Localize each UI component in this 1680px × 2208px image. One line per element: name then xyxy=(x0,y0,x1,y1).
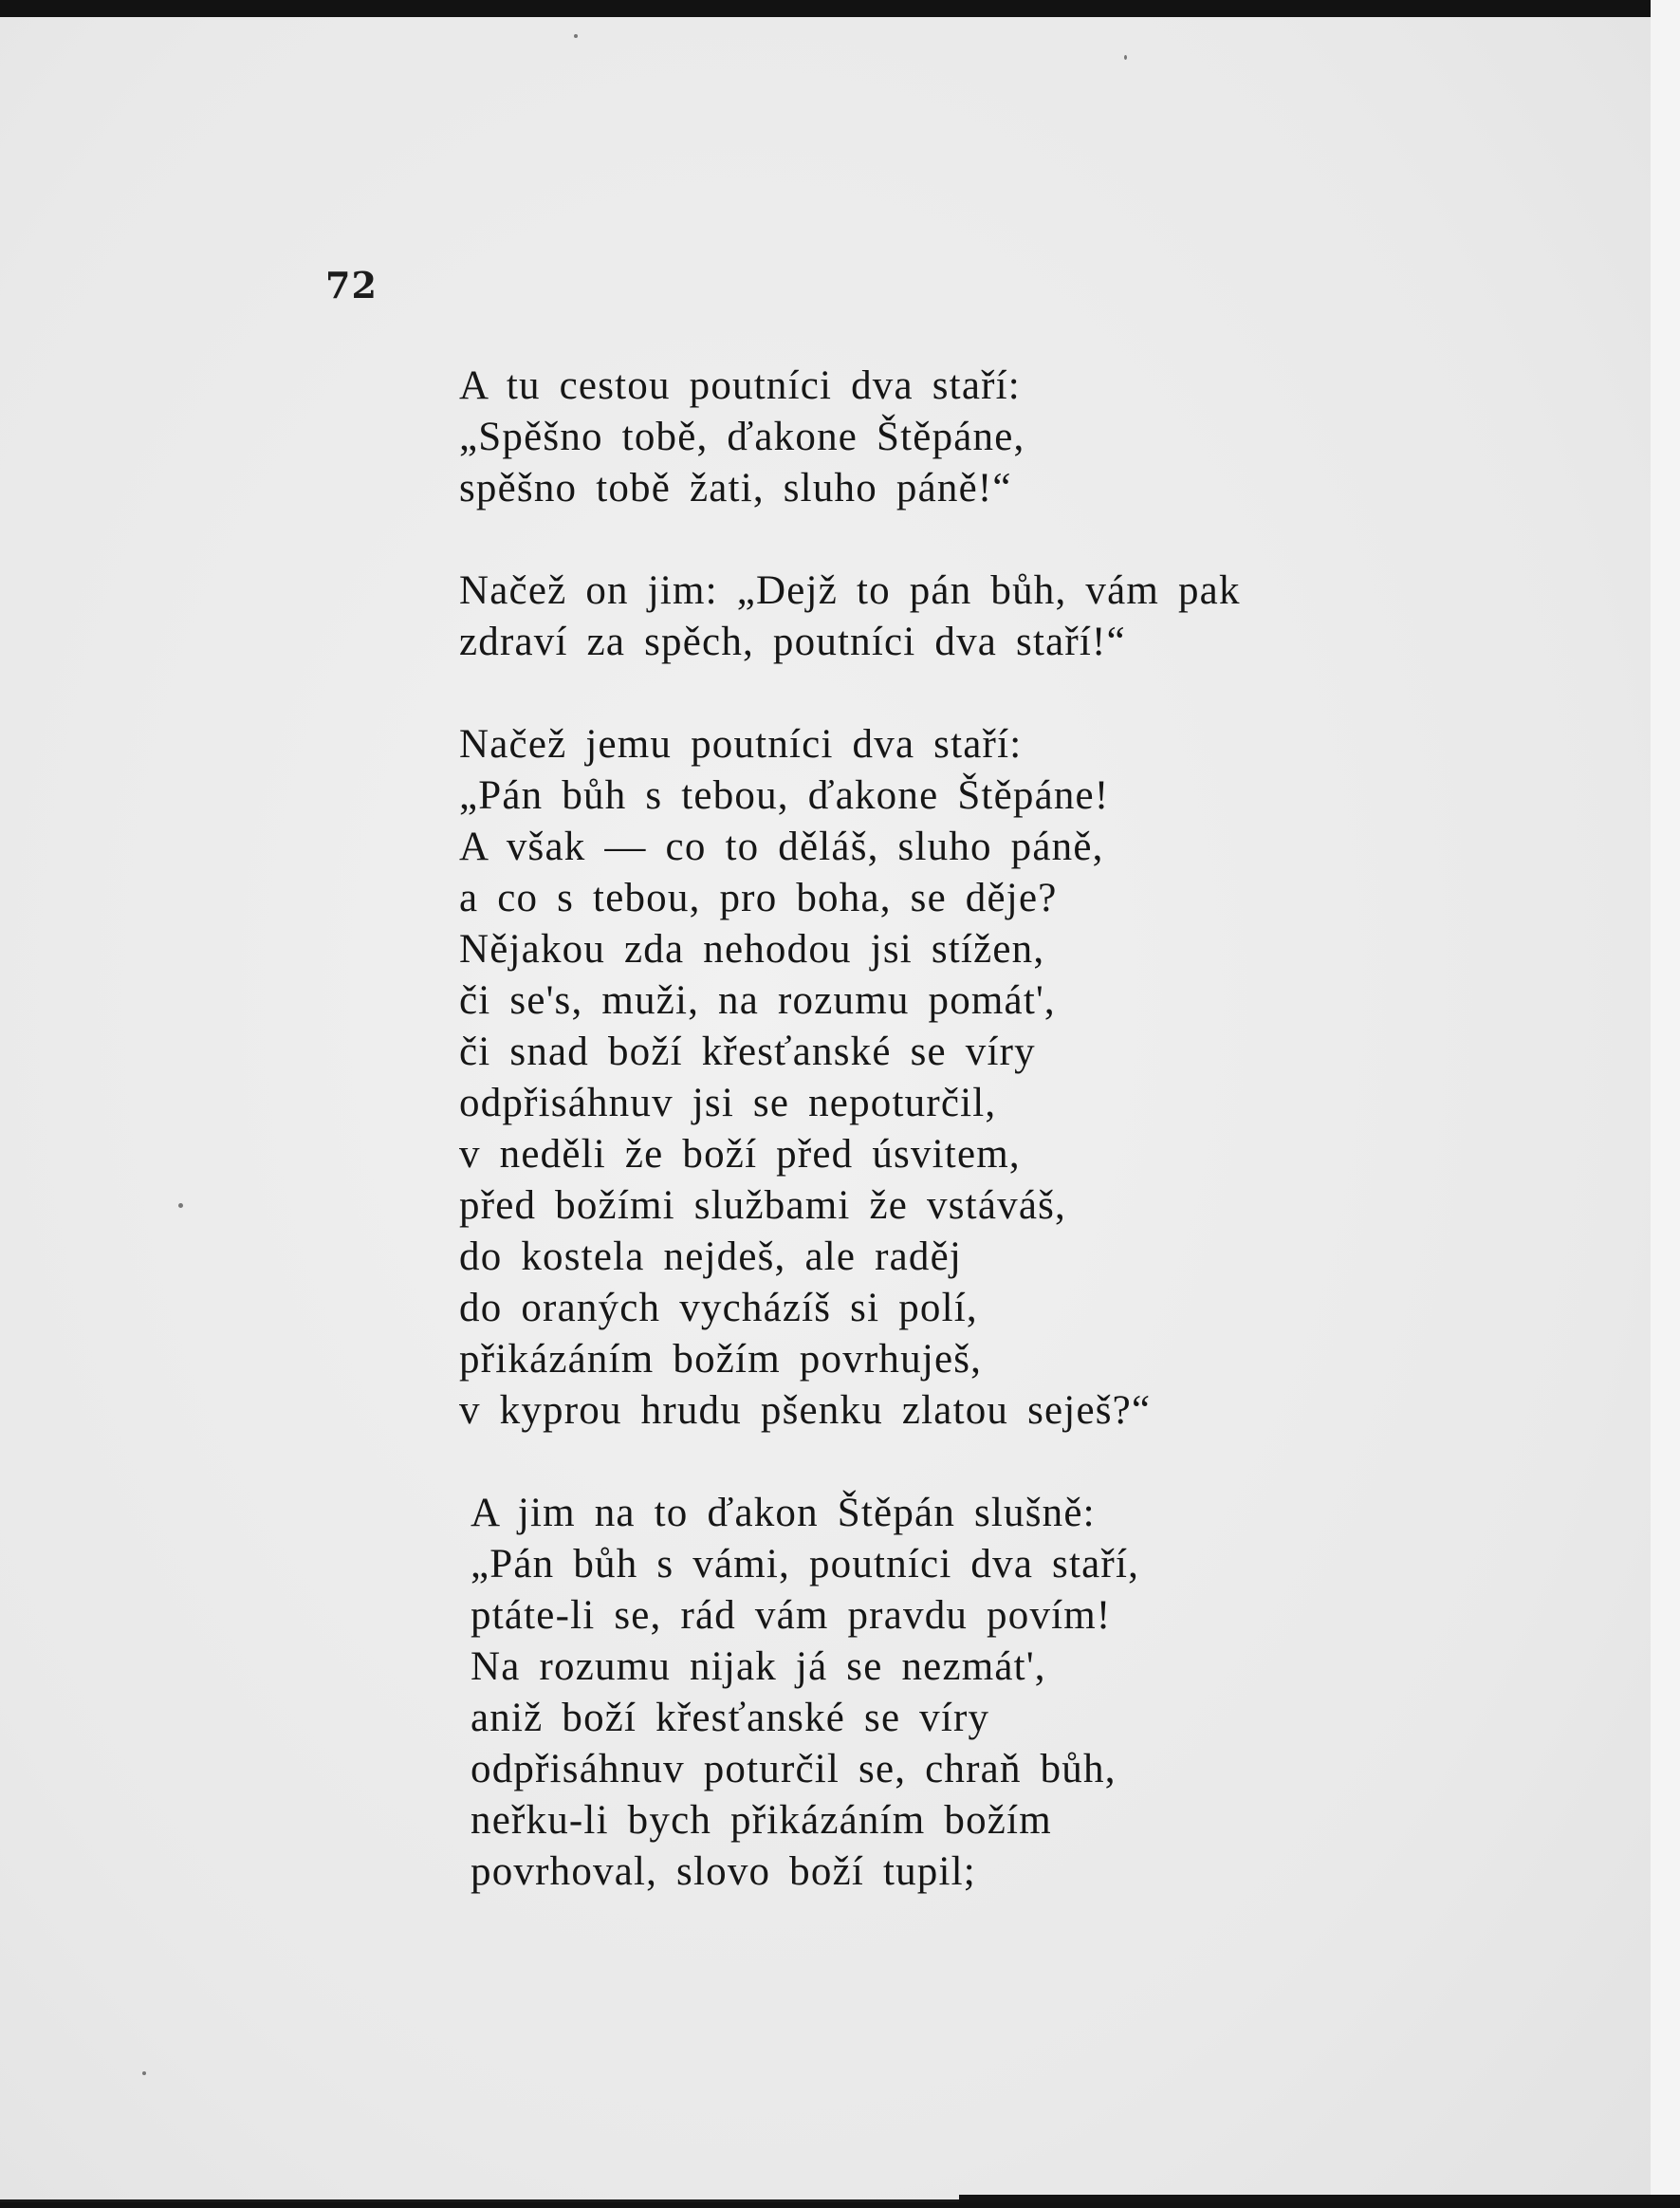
verse-line: před božími službami že vstáváš, xyxy=(459,1183,1066,1228)
verse-line: či snad boží křesťanské se víry xyxy=(459,1030,1036,1074)
verse-line: Na rozumu nijak já se nezmát', xyxy=(471,1644,1046,1689)
verse-line: do kostela nejdeš, ale raděj xyxy=(459,1234,963,1279)
verse-line: v kyprou hrudu pšenku zlatou seješ?“ xyxy=(459,1388,1152,1433)
stanza xyxy=(459,719,1408,1437)
stanza xyxy=(459,361,1408,514)
verse-line: přikázáním božím povrhuješ, xyxy=(459,1337,983,1382)
verse-line: v neděli že boží před úsvitem, xyxy=(459,1132,1021,1177)
scan-border-bottom xyxy=(0,2202,1680,2208)
page-number: 72 xyxy=(325,264,378,306)
paper-speck xyxy=(574,34,578,38)
verse-line: A však — co to děláš, sluho páně, xyxy=(459,825,1104,869)
verse-line: Nějakou zda nehodou jsi stížen, xyxy=(459,927,1045,972)
verse-line: A tu cestou poutníci dva staří: xyxy=(459,363,1021,408)
verse-line: neřku-li bych přikázáním božím xyxy=(471,1798,1052,1843)
verse-line: Načež jemu poutníci dva staří: xyxy=(459,722,1023,767)
verse-line: odpřisáhnuv jsi se nepoturčil, xyxy=(459,1081,997,1125)
paper-speck xyxy=(1124,55,1127,60)
verse-line: povrhoval, slovo boží tupil; xyxy=(471,1849,976,1894)
verse-line: zdraví za spěch, poutníci dva staří!“ xyxy=(459,620,1126,664)
verse-line: Načež on jim: „Dejž to pán bůh, vám pak xyxy=(459,568,1241,613)
stanza xyxy=(459,566,1408,668)
verse-line: odpřisáhnuv poturčil se, chraň bůh, xyxy=(471,1747,1117,1791)
poem-text xyxy=(459,361,1408,1898)
verse-line: do oraných vycházíš si polí, xyxy=(459,1286,978,1330)
verse-line: „Pán bůh s tebou, ďakone Štěpáne! xyxy=(459,773,1110,818)
stanza xyxy=(459,1488,1408,1898)
verse-line: „Spěšno tobě, ďakone Štěpáne, xyxy=(459,415,1025,459)
paper-speck xyxy=(178,1203,183,1208)
verse-line: či se's, muži, na rozumu pomát', xyxy=(459,978,1056,1023)
verse-line: spěšno tobě žati, sluho páně!“ xyxy=(459,466,1012,510)
verse-line: a co s tebou, pro boha, se děje? xyxy=(459,876,1058,920)
paper-speck xyxy=(142,2071,146,2075)
verse-line: aniž boží křesťanské se víry xyxy=(471,1696,990,1740)
facing-page-edge xyxy=(1651,0,1680,2208)
verse-line: „Pán bůh s vámi, poutníci dva staří, xyxy=(471,1542,1140,1586)
verse-line: ptáte-li se, rád vám pravdu povím! xyxy=(471,1593,1112,1638)
verse-line: A jim na to ďakon Štěpán slušně: xyxy=(471,1491,1096,1535)
